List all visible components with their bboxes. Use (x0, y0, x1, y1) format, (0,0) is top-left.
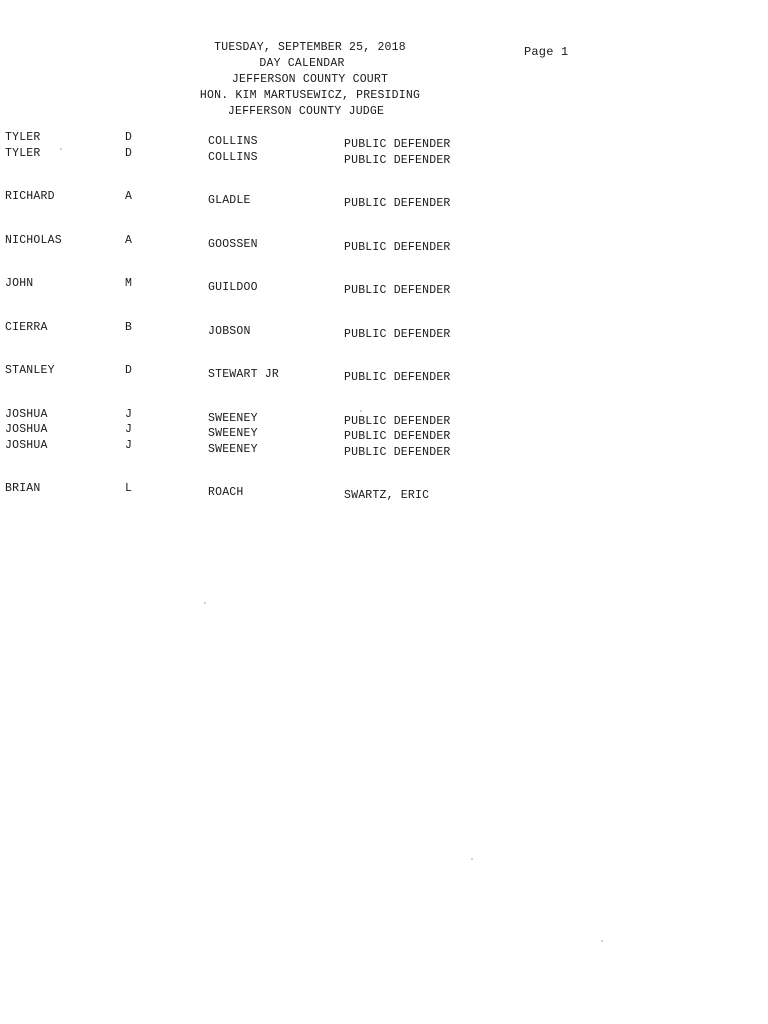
case-row (0, 189, 768, 210)
defendant-first-name: JOHN (5, 277, 34, 290)
attorney-name: PUBLIC DEFENDER (344, 327, 451, 341)
page-number: Page 1 (524, 45, 569, 59)
defendant-middle-initial: D (125, 131, 133, 144)
defendant-first-name: TYLER (5, 131, 41, 144)
defendant-middle-initial: D (125, 146, 133, 160)
case-group (0, 407, 768, 459)
scan-speck (204, 602, 206, 604)
defendant-last-name: ROACH (208, 486, 244, 499)
calendar-entries (0, 130, 768, 525)
case-group (0, 481, 768, 502)
defendant-middle-initial: A (125, 190, 133, 203)
attorney-name: PUBLIC DEFENDER (344, 414, 451, 428)
case-group (0, 130, 768, 167)
case-row (0, 422, 768, 443)
attorney-name: PUBLIC DEFENDER (344, 240, 451, 254)
presiding-judge: HON. KIM MARTUSEWICZ, PRESIDING (199, 89, 421, 102)
defendant-last-name: COLLINS (208, 135, 258, 148)
attorney-name: PUBLIC DEFENDER (344, 284, 451, 297)
defendant-middle-initial: A (125, 233, 133, 247)
court-name: JEFFERSON COUNTY COURT (231, 73, 389, 86)
case-group (0, 363, 768, 384)
case-group (0, 233, 768, 254)
attorney-name: PUBLIC DEFENDER (344, 371, 451, 384)
defendant-first-name: CIERRA (5, 320, 48, 334)
attorney-name: PUBLIC DEFENDER (344, 197, 451, 210)
attorney-name: PUBLIC DEFENDER (344, 153, 451, 167)
case-row (0, 130, 768, 151)
defendant-middle-initial: D (125, 364, 133, 377)
case-group (0, 276, 768, 297)
scan-speck (601, 940, 603, 942)
defendant-first-name: NICHOLAS (5, 233, 62, 247)
defendant-last-name: GLADLE (208, 194, 251, 207)
defendant-last-name: STEWART JR (208, 368, 280, 381)
calendar-type: DAY CALENDAR (259, 57, 345, 70)
defendant-middle-initial: M (125, 277, 133, 290)
case-row (0, 320, 768, 341)
attorney-name: PUBLIC DEFENDER (344, 138, 451, 151)
defendant-last-name: SWEENEY (208, 442, 258, 456)
defendant-last-name: GUILDOO (208, 281, 258, 294)
case-group (0, 189, 768, 210)
defendant-first-name: STANLEY (5, 364, 55, 377)
judge-title: JEFFERSON COUNTY JUDGE (227, 105, 385, 118)
case-row (0, 233, 768, 254)
defendant-first-name: JOSHUA (5, 438, 48, 452)
calendar-header (200, 40, 440, 120)
defendant-middle-initial: J (125, 438, 133, 452)
defendant-middle-initial: L (125, 482, 133, 495)
case-group (0, 320, 768, 341)
case-row (0, 407, 768, 428)
defendant-first-name: JOSHUA (5, 407, 48, 421)
defendant-middle-initial: J (125, 407, 133, 421)
case-row (0, 481, 768, 502)
attorney-name: PUBLIC DEFENDER (344, 445, 451, 459)
case-row (0, 438, 768, 459)
defendant-last-name: SWEENEY (208, 427, 258, 440)
scan-speck (471, 858, 473, 860)
defendant-first-name: TYLER (5, 146, 41, 160)
defendant-last-name: GOOSSEN (208, 237, 258, 251)
defendant-last-name: SWEENEY (208, 411, 258, 425)
case-row (0, 276, 768, 297)
defendant-first-name: RICHARD (5, 190, 55, 203)
attorney-name: SWARTZ, ERIC (344, 489, 430, 502)
scan-speck (360, 410, 362, 412)
attorney-name: PUBLIC DEFENDER (344, 430, 451, 443)
scan-speck (60, 148, 62, 150)
case-row (0, 146, 768, 167)
defendant-middle-initial: J (125, 423, 133, 436)
case-row (0, 363, 768, 384)
defendant-middle-initial: B (125, 320, 133, 334)
defendant-last-name: COLLINS (208, 150, 258, 164)
defendant-last-name: JOBSON (208, 324, 251, 338)
defendant-first-name: JOSHUA (5, 423, 48, 436)
calendar-date: TUESDAY, SEPTEMBER 25, 2018 (214, 41, 406, 54)
defendant-first-name: BRIAN (5, 482, 41, 495)
